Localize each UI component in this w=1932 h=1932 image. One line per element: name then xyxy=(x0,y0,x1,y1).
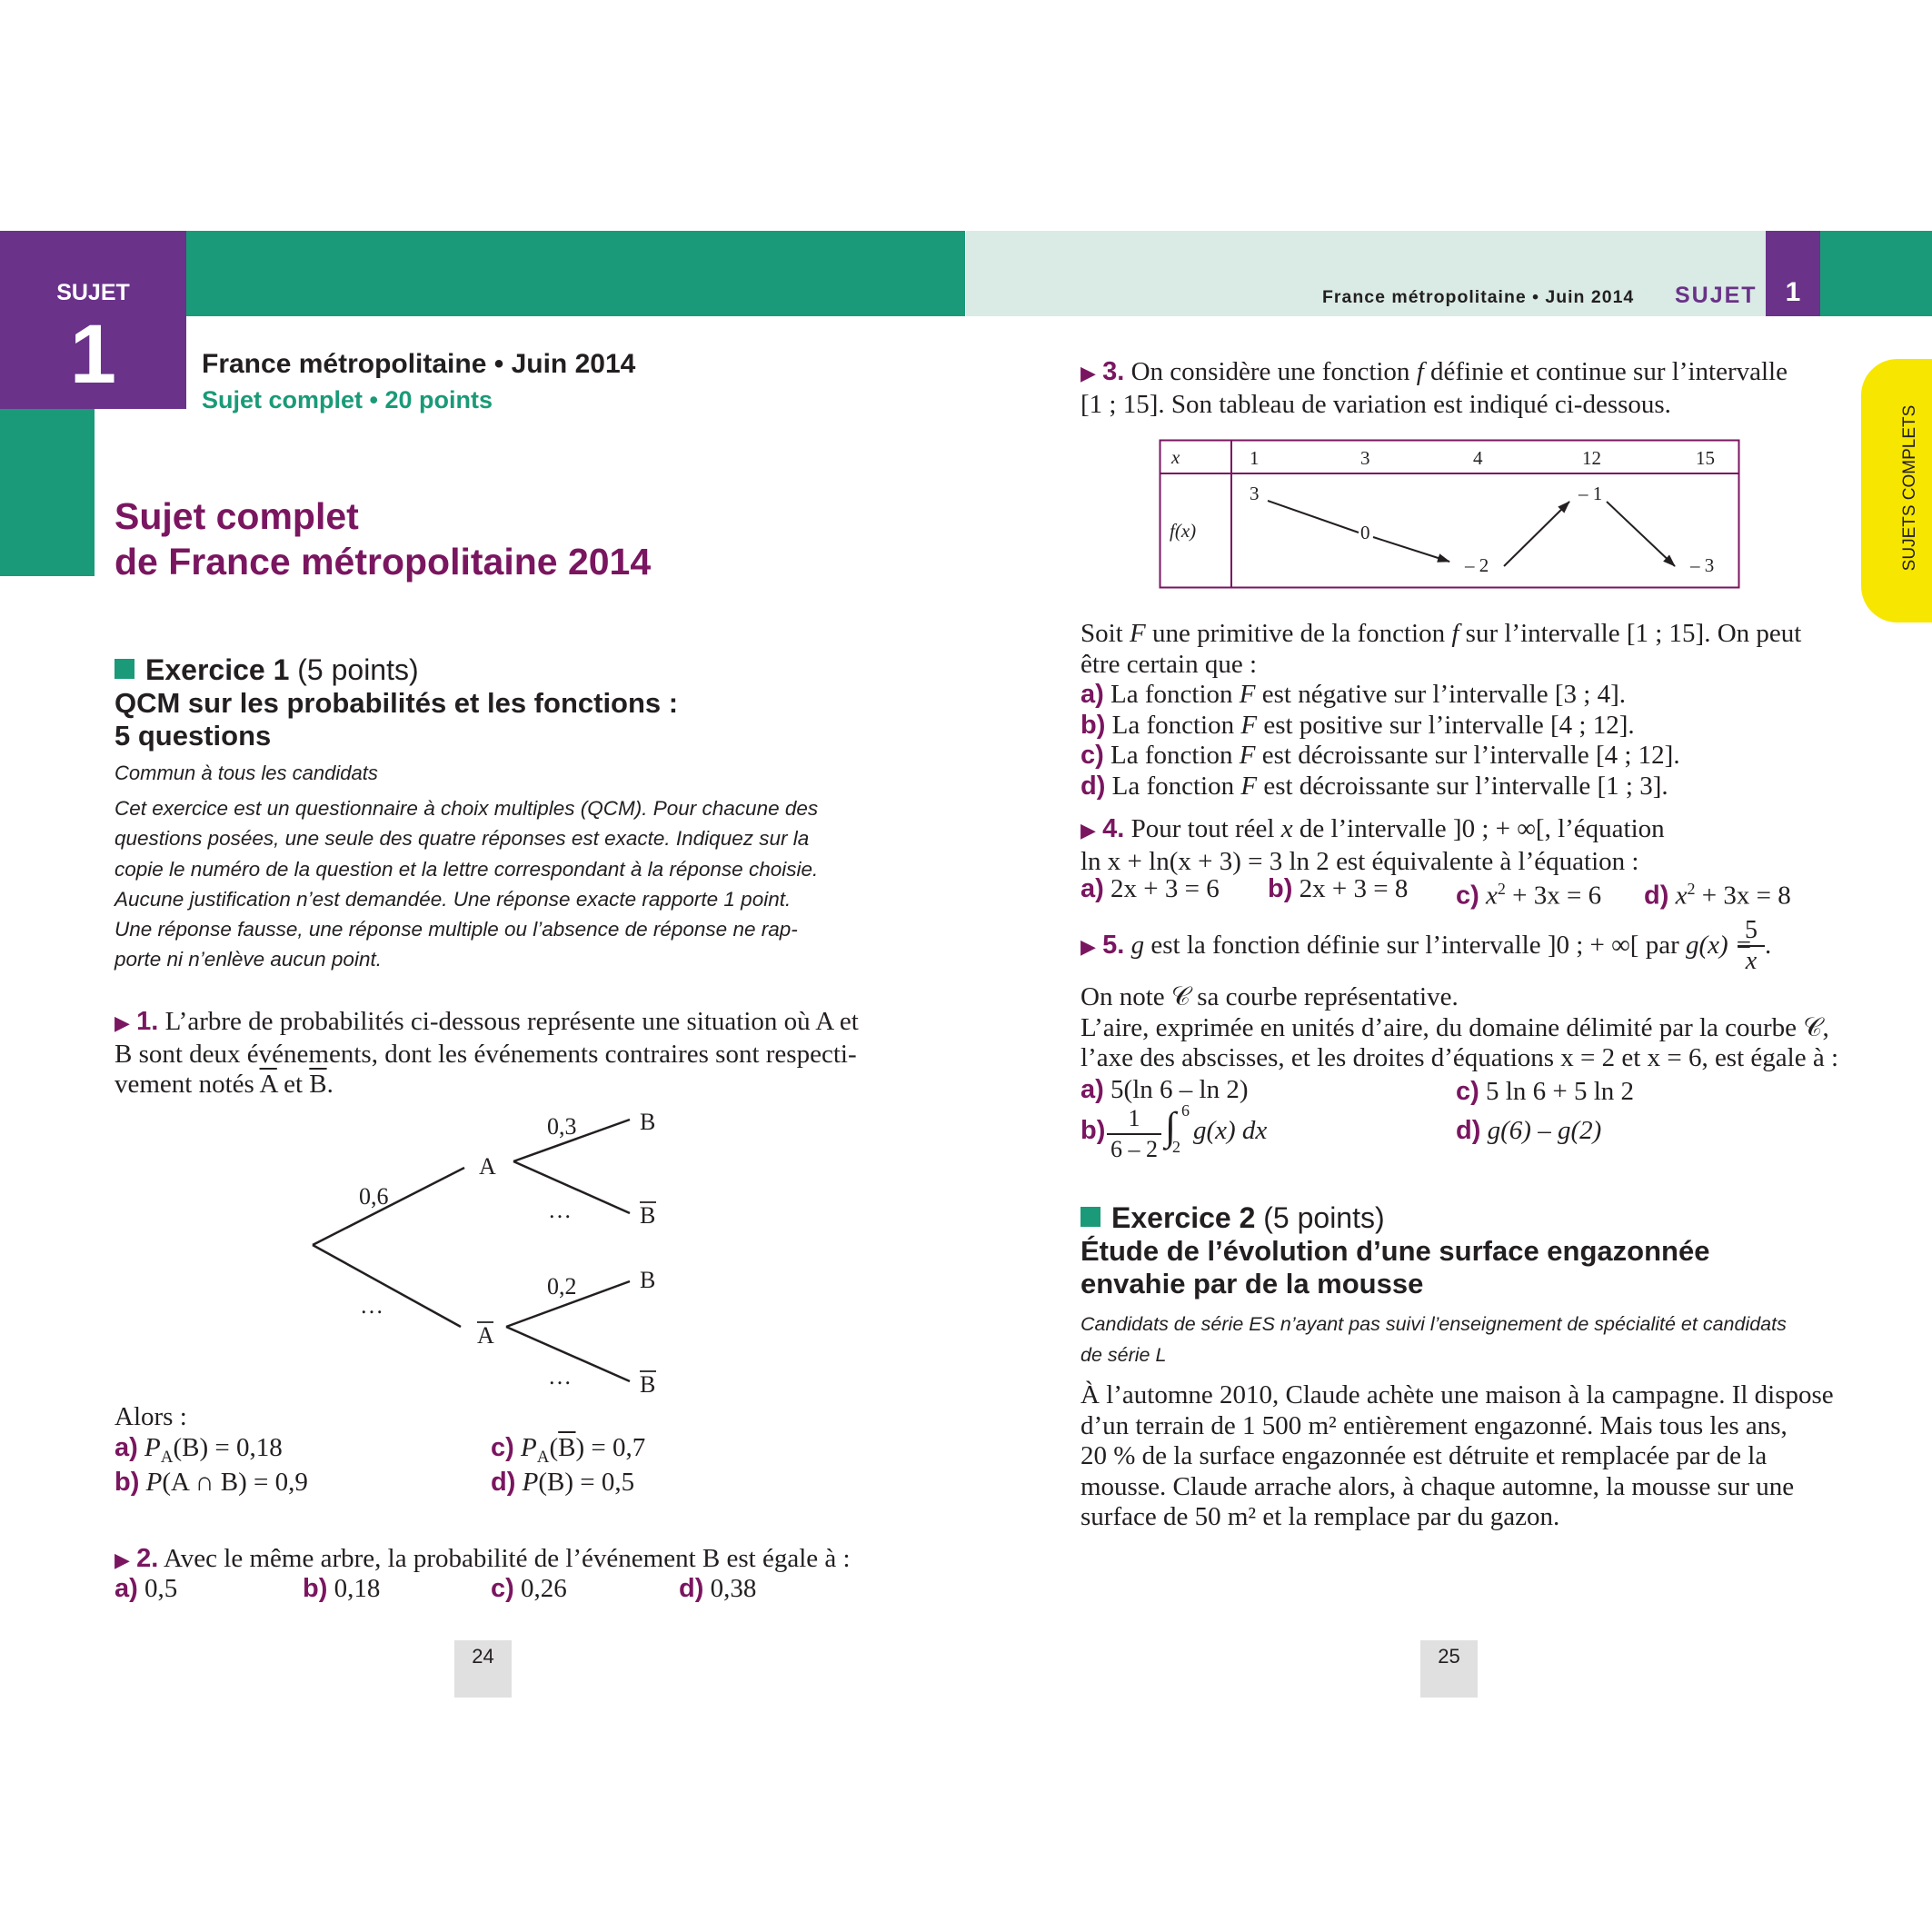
function-F: F xyxy=(1130,619,1146,648)
page-title-line2: de France métropolitaine 2014 xyxy=(115,541,652,583)
answer-text: 5(ln 6 – ln 2) xyxy=(1110,1075,1249,1104)
answer-label: c) xyxy=(1456,1077,1479,1106)
question-2-number: 2. xyxy=(136,1544,159,1573)
question-3-line1: On considère une fonction xyxy=(1130,357,1417,386)
answer-label: b) xyxy=(303,1574,328,1603)
fraction-denominator: 6 – 2 xyxy=(1110,1136,1158,1162)
answer-text: 0,5 xyxy=(144,1574,178,1603)
q3-answer-c xyxy=(1081,741,1801,772)
exercise-1-audience: Commun à tous les candidats xyxy=(115,762,378,784)
answer-label: a) xyxy=(1081,680,1104,709)
question-1-line3-and: et xyxy=(276,1070,310,1099)
exercise-1-points: (5 points) xyxy=(297,653,419,686)
answer-text: La fonction xyxy=(1110,741,1240,770)
q3-answer-a xyxy=(1081,680,1801,711)
question-1-line2: B sont deux événements, dont les événements contraires sont respecti- xyxy=(115,1039,857,1069)
question-2-text: Avec le même arbre, la probabilité de l’événement B est égale à : xyxy=(164,1544,851,1573)
answer-label: a) xyxy=(115,1433,138,1462)
answer-text: 0,18 xyxy=(334,1574,381,1603)
fraction-5-over-x xyxy=(1738,916,1765,976)
q3-text-part: sur l’intervalle [1 ; 15]. On peut xyxy=(1459,619,1802,648)
q3-answer-d xyxy=(1081,772,1801,802)
question-5-line2: On note 𝒞 sa courbe représentative. xyxy=(1081,982,1459,1011)
q4-answer-c xyxy=(1456,874,1601,911)
question-4-equation: ln x + ln(x + 3) = 3 ln 2 xyxy=(1081,846,1329,876)
probability-tree xyxy=(0,0,966,1454)
exercise-2-audience xyxy=(1081,1309,1787,1370)
right-header-text: France métropolitaine • Juin 2014 xyxy=(1322,287,1635,307)
exercise-2-heading xyxy=(1081,1200,1709,1300)
paren: ( xyxy=(549,1433,559,1462)
function-F: F xyxy=(1240,710,1258,740)
answer-label: a) xyxy=(1081,874,1104,903)
prob-symbol: P xyxy=(145,1468,163,1497)
variation-arrow-down xyxy=(1607,502,1675,566)
exercise-2-paragraph xyxy=(1081,1380,1834,1533)
side-tab-label: SUJETS COMPLETS xyxy=(1900,404,1919,572)
exponent: 2 xyxy=(1687,880,1696,898)
function-F: F xyxy=(1240,771,1258,801)
variable-x: x xyxy=(1280,814,1293,843)
prob-symbol: P xyxy=(144,1433,161,1462)
question-4-line1: Pour tout réel xyxy=(1130,814,1281,843)
answer-label: d) xyxy=(1456,1116,1481,1145)
table-x-value: 3 xyxy=(1360,447,1370,469)
prob-subscript: A xyxy=(536,1447,550,1467)
answer-text: La fonction xyxy=(1111,710,1241,740)
tree-prob-Bbar-given-Abar: … xyxy=(548,1363,572,1389)
table-f-value: – 2 xyxy=(1465,554,1489,576)
answer-text: 5 ln 6 + 5 ln 2 xyxy=(1486,1077,1635,1106)
answer-text: (B) = 0,5 xyxy=(538,1468,635,1497)
q4-answer-b xyxy=(1268,874,1408,905)
right-header-green-block xyxy=(1820,231,1932,316)
tree-prob-A: 0,6 xyxy=(359,1183,389,1210)
answer-label: d) xyxy=(1644,881,1669,911)
answer-label: d) xyxy=(679,1574,704,1603)
answer-text: est positive sur l’intervalle [4 ; 12]. xyxy=(1257,710,1635,740)
fraction-denominator: x xyxy=(1745,947,1758,975)
arrow-icon: ▶ xyxy=(1081,363,1096,385)
instruction-line: Aucune justification n’est demandée. Une réponse exacte rapporte 1 point. xyxy=(115,887,792,911)
question-1-line3: vement notés xyxy=(115,1070,260,1099)
q5-b-fraction xyxy=(1107,1104,1161,1164)
instruction-line: Cet exercice est un questionnaire à choix multiples (QCM). Pour chacune des xyxy=(115,797,819,820)
question-5-period: . xyxy=(1765,931,1772,960)
sujet-number: 1 xyxy=(69,308,117,401)
q1-answer-a xyxy=(115,1433,283,1472)
question-5-line4: l’axe des abscisses, et les droites d’équations x = 2 et x = 6, est égale à : xyxy=(1081,1043,1839,1072)
answer-label: b) xyxy=(1268,874,1293,903)
tree-node-B1: B xyxy=(640,1109,656,1135)
page-title-line1: Sujet complet xyxy=(115,495,359,537)
question-5 xyxy=(1081,931,1753,963)
table-x-value: 1 xyxy=(1250,447,1260,469)
integrand: g(x) dx xyxy=(1193,1116,1268,1145)
table-f-value: 0 xyxy=(1360,522,1370,543)
answer-text: 2x + 3 = 8 xyxy=(1299,874,1409,903)
answer-text: + 3x = 8 xyxy=(1695,881,1791,911)
question-1-line3-end: . xyxy=(326,1070,334,1099)
tree-branch-root-Abar xyxy=(313,1245,461,1327)
tree-prob-Abar: … xyxy=(360,1292,383,1319)
answer-text: 0,26 xyxy=(521,1574,567,1603)
paragraph-line: surface de 50 m² et la remplace par du gazon. xyxy=(1081,1502,1560,1531)
question-3-line2: [1 ; 15]. Son tableau de variation est indiqué ci-dessous. xyxy=(1081,389,1671,419)
instruction-line: questions posées, une seule des quatre réponses est exacte. Indiquez sur la xyxy=(115,827,810,851)
q5-answer-b xyxy=(1081,1116,1105,1147)
q3-answer-b xyxy=(1081,711,1801,742)
answer-label: a) xyxy=(1081,1075,1104,1104)
header-subtitle: Sujet complet • 20 points xyxy=(202,386,493,413)
tree-node-Bbar2: B xyxy=(640,1371,656,1398)
answer-label: b) xyxy=(1081,710,1106,740)
exponent: 2 xyxy=(1497,880,1506,898)
event-a-complement: $\overline{A}$ xyxy=(259,1070,277,1099)
page-number-left: 24 xyxy=(454,1640,512,1698)
answer-text: est décroissante sur l’intervalle [1 ; 3]. xyxy=(1257,771,1668,801)
audience-line: Candidats de série ES n’ayant pas suivi l’enseignement de spécialité et candidats xyxy=(1081,1313,1787,1335)
answer-label: b) xyxy=(1081,1116,1106,1145)
prob-symbol: P xyxy=(521,1433,537,1462)
q1-answer-b xyxy=(115,1468,308,1499)
q4-answer-a xyxy=(1081,874,1220,905)
question-2 xyxy=(115,1544,851,1577)
variation-arrow-up xyxy=(1504,502,1569,566)
function-g: g xyxy=(1130,931,1145,960)
fraction-numerator: 1 xyxy=(1107,1104,1161,1135)
answer-text: 2x + 3 = 6 xyxy=(1110,874,1220,903)
right-sujet-label: SUJET xyxy=(1675,283,1758,308)
q2-answer-d xyxy=(679,1574,756,1605)
answer-text: (A ∩ B) = 0,9 xyxy=(162,1468,308,1497)
paragraph-line: d’un terrain de 1 500 m² entièrement engazonné. Mais tous les ans, xyxy=(1081,1410,1788,1440)
question-4 xyxy=(1081,814,1665,877)
question-3-continuation xyxy=(1081,619,1801,802)
q3-text-part: une primitive de la fonction xyxy=(1145,619,1452,648)
tree-prob-B-given-A: 0,3 xyxy=(547,1113,577,1140)
answer-text: La fonction xyxy=(1111,771,1241,801)
exercise-2-title: Exercice 2 xyxy=(1111,1201,1256,1234)
function-f: f xyxy=(1451,619,1459,648)
question-5-line3: L’aire, exprimée en unités d’aire, du domaine délimité par la courbe 𝒞, xyxy=(1081,1012,1829,1042)
function-F: F xyxy=(1239,680,1256,709)
instruction-line: porte ni n’enlève aucun point. xyxy=(115,948,382,971)
question-4-line2-end: est équivalente à l’équation : xyxy=(1329,846,1639,876)
function-F: F xyxy=(1239,741,1256,770)
q3-text-part: Soit xyxy=(1081,619,1130,648)
answer-text: ) = 0,7 xyxy=(575,1433,646,1462)
answer-label: d) xyxy=(491,1468,516,1497)
q5-answer-d xyxy=(1456,1116,1601,1147)
question-3-number: 3. xyxy=(1102,357,1125,386)
instruction-line: Une réponse fausse, une réponse multiple ou l’absence de réponse ne rap- xyxy=(115,918,798,941)
event-b-complement: $\overline{B}$ xyxy=(558,1433,576,1462)
q2-answer-b xyxy=(303,1574,380,1605)
question-3 xyxy=(1081,357,1788,420)
integral-upper-bound: 6 xyxy=(1181,1101,1190,1120)
arrow-icon: ▶ xyxy=(1081,936,1096,959)
audience-line: de série L xyxy=(1081,1344,1167,1366)
answer-text: est décroissante sur l’intervalle [4 ; 12]. xyxy=(1255,741,1680,770)
question-4-line1-end: de l’intervalle ]0 ; + ∞[, l’équation xyxy=(1292,814,1665,843)
tree-prob-Bbar-given-A: … xyxy=(548,1197,572,1223)
q4-answer-d xyxy=(1644,874,1791,911)
answer-text: x xyxy=(1675,881,1688,911)
q2-answer-a xyxy=(115,1574,177,1605)
tree-node-B2: B xyxy=(640,1267,656,1293)
exercise-2-subtitle-line2: envahie par de la mousse xyxy=(1081,1268,1424,1300)
table-f-value: 3 xyxy=(1250,483,1260,504)
q1-answer-d xyxy=(491,1468,634,1499)
question-4-number: 4. xyxy=(1102,814,1125,843)
table-x-value: 4 xyxy=(1473,447,1483,469)
answer-label: a) xyxy=(115,1574,138,1603)
exercise-1-title: Exercice 1 xyxy=(145,653,290,686)
arrow-icon: ▶ xyxy=(1081,820,1096,842)
exercise-1-subtitle-line2: 5 questions xyxy=(115,720,272,752)
right-sujet-number: 1 xyxy=(1785,277,1801,307)
q1-answer-c xyxy=(491,1433,645,1472)
answer-text: est négative sur l’intervalle [3 ; 4]. xyxy=(1255,680,1626,709)
answer-label: b) xyxy=(115,1468,140,1497)
function-g-definition: g(x) = xyxy=(1686,931,1753,960)
event-b-complement: $\overline{B}$ xyxy=(309,1070,327,1099)
table-x-label: x xyxy=(1171,446,1180,468)
exercise-2-subtitle-line1: Étude de l’évolution d’une surface engazonnée xyxy=(1081,1235,1710,1267)
question-3-line1-end: définie et continue sur l’intervalle xyxy=(1423,357,1788,386)
integral-lower-bound: 2 xyxy=(1172,1138,1180,1156)
fraction-numerator: 5 xyxy=(1738,916,1765,947)
table-f-value: – 3 xyxy=(1690,554,1715,576)
header-title: France métropolitaine • Juin 2014 xyxy=(202,349,636,379)
arrow-icon: ▶ xyxy=(115,1549,130,1572)
table-x-value: 12 xyxy=(1582,447,1601,469)
sujet-label: SUJET xyxy=(56,280,130,305)
side-tab xyxy=(1861,359,1932,622)
tree-branch-A-Bbar xyxy=(513,1161,630,1213)
question-5-line1: est la fonction définie sur l’intervalle ]0 ; + ∞[ par xyxy=(1144,931,1686,960)
variation-arrow-down xyxy=(1268,501,1359,533)
variation-arrow-down xyxy=(1373,537,1449,562)
arrow-icon: ▶ xyxy=(115,1012,130,1035)
paragraph-line: 20 % de la surface engazonnée est détruite et remplacée par de la xyxy=(1081,1441,1768,1470)
answer-label: c) xyxy=(491,1574,514,1603)
table-f-value: – 1 xyxy=(1578,483,1603,504)
tree-node-Bbar1: B xyxy=(640,1202,656,1229)
prob-subscript: A xyxy=(160,1447,174,1467)
prob-symbol: P xyxy=(522,1468,539,1497)
answer-text: (B) = 0,18 xyxy=(173,1433,283,1462)
section-square-icon xyxy=(1081,1207,1100,1227)
question-5-number: 5. xyxy=(1102,931,1125,960)
answer-label: d) xyxy=(1081,771,1106,801)
answer-text: La fonction xyxy=(1110,680,1240,709)
tree-branch-root-A xyxy=(313,1168,464,1245)
paragraph-line: mousse. Claude arrache alors, à chaque automne, la mousse sur une xyxy=(1081,1471,1795,1501)
answer-label: c) xyxy=(1456,881,1479,911)
q5-b-integral: ∫ xyxy=(1165,1104,1177,1149)
question-5-continuation xyxy=(1081,982,1838,1074)
answer-text: x xyxy=(1486,881,1498,911)
exercise-2-points: (5 points) xyxy=(1263,1201,1385,1234)
question-1-line1: L’arbre de probabilités ci-dessous représente une situation où A et xyxy=(164,1007,859,1036)
answer-label: c) xyxy=(491,1433,514,1462)
paragraph-line: À l’automne 2010, Claude achète une maison à la campagne. Il dispose xyxy=(1081,1380,1834,1409)
q2-answer-c xyxy=(491,1574,567,1605)
variation-table xyxy=(1159,439,1740,589)
q3-text-line2: être certain que : xyxy=(1081,649,1258,679)
q5-answer-c xyxy=(1456,1077,1634,1108)
function-f: f xyxy=(1416,357,1424,386)
question-1-number: 1. xyxy=(136,1007,159,1036)
page-number-right: 25 xyxy=(1420,1640,1478,1698)
tree-node-Abar: A xyxy=(477,1322,494,1349)
answer-text: + 3x = 6 xyxy=(1505,881,1602,911)
tree-node-A: A xyxy=(479,1153,496,1180)
answer-label: c) xyxy=(1081,741,1104,770)
tree-prob-B-given-Abar: 0,2 xyxy=(547,1273,577,1300)
answer-text: g(6) – g(2) xyxy=(1487,1116,1602,1145)
table-x-value: 15 xyxy=(1696,447,1715,469)
alors-text: Alors : xyxy=(115,1402,187,1431)
exercise-1-subtitle-line1: QCM sur les probabilités et les fonctions : xyxy=(115,687,679,719)
answer-text: 0,38 xyxy=(710,1574,757,1603)
instruction-line: copie le numéro de la question et la lettre correspondant à la réponse choisie. xyxy=(115,857,819,881)
table-fx-label: f(x) xyxy=(1170,520,1197,542)
